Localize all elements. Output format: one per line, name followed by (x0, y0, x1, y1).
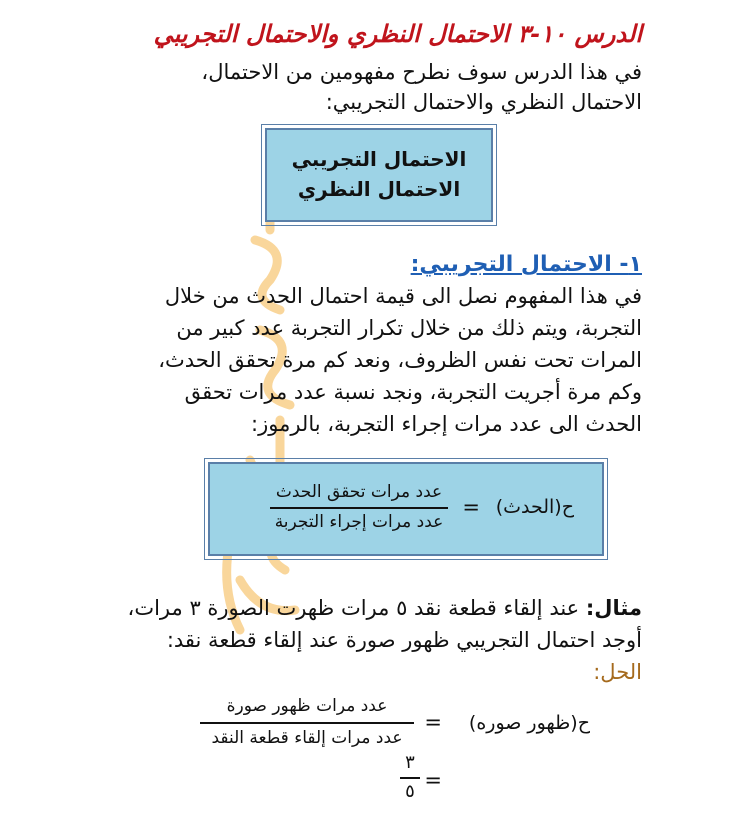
solution-equals: = (424, 710, 442, 734)
example-line-2: أوجد احتمال التجريبي ظهور صورة عند إلقاء قطعة نقد: (166, 628, 642, 652)
intro-line-1: في هذا الدرس سوف نطرح مفهومين من الاحتمال، (201, 60, 642, 84)
result-numerator: ٣ (405, 752, 415, 773)
paragraph-line-2: التجربة، ويتم ذلك من خلال تكرار التجربة عدد كبير من (176, 316, 642, 340)
example-text: عند إلقاء قطعة نقد ٥ مرات ظهرت الصورة ٣ مرات، (127, 596, 580, 620)
lesson-title: الدرس ١٠-٣ الاحتمال النظري والاحتمال التجريبي (153, 20, 642, 48)
solution-denominator: عدد مرات إلقاء قطعة النقد (211, 728, 403, 748)
formula-fraction-bar (270, 507, 448, 509)
paragraph-line-5: الحدث الى عدد مرات إجراء التجربة، بالرموز: (251, 412, 642, 436)
solution-fraction-bar (200, 722, 414, 724)
result-denominator: ٥ (405, 781, 415, 802)
solution-lhs: ح(ظهور صوره) (468, 712, 590, 734)
topic-theoretical: الاحتمال النظري (297, 177, 461, 201)
watermark-signature (200, 170, 320, 640)
result-fraction-bar (400, 777, 420, 779)
formula-equals: = (462, 495, 480, 519)
paragraph-line-3: المرات تحت نفس الظروف، ونعد كم مرة تحقق الحدث، (158, 348, 642, 372)
result-equals: = (424, 768, 442, 792)
formula-numerator: عدد مرات تحقق الحدث (275, 482, 443, 502)
solution-label: الحل: (593, 660, 642, 684)
formula-denominator: عدد مرات إجراء التجربة (274, 512, 444, 532)
formula-box (208, 462, 604, 556)
example-line-1 (128, 596, 642, 620)
paragraph-line-4: وكم مرة أجريت التجربة، ونجد نسبة عدد مرات تحقق (184, 380, 642, 404)
paragraph-line-1: في هذا المفهوم نصل الى قيمة احتمال الحدث من خلال (164, 284, 642, 308)
intro-line-2: الاحتمال النظري والاحتمال التجريبي: (325, 90, 642, 114)
example-label: مثال: (585, 596, 642, 620)
topic-experimental: الاحتمال التجريبي (291, 147, 467, 171)
solution-numerator: عدد مرات ظهور صورة (226, 696, 388, 716)
topics-box (265, 128, 493, 222)
formula-lhs: ح(الحدث) (495, 496, 574, 518)
section-heading-experimental: ١- الاحتمال التجريبي: (410, 252, 642, 277)
